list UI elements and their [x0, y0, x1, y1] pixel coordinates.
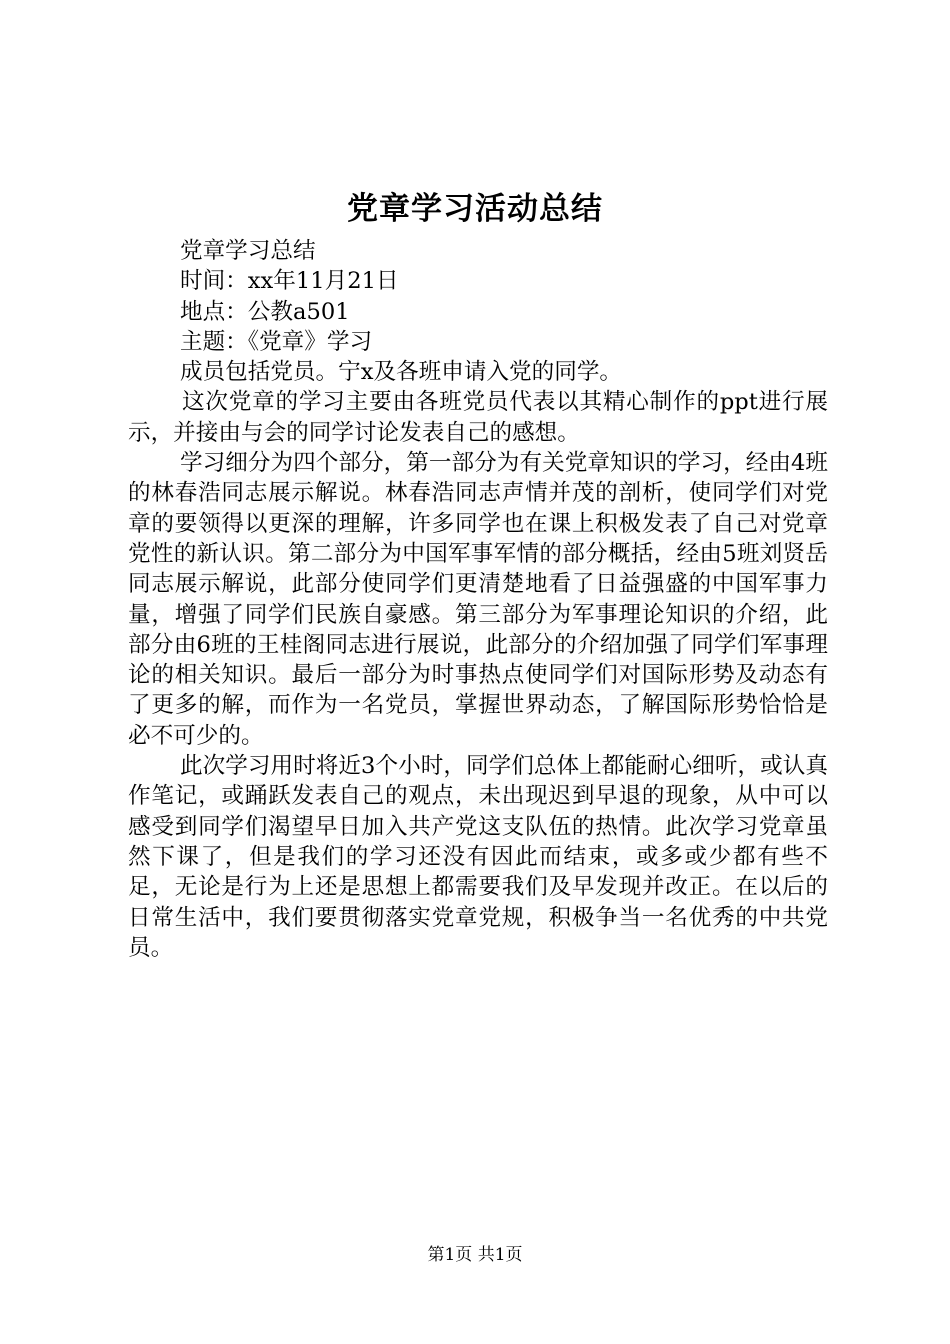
subtitle-line: 党章学习总结: [180, 238, 316, 264]
paragraph-conclusion: 此次学习用时将近3个小时，同学们总体上都能耐心细听，或认真作笔记，或踊跃发表自己的观点，未出现迟到早退的现象，从中可以感受到同学们渴望早日加入共产党这支队伍的热情。此次学习党章虽然下课了，但是我们的学习还没有因此而结束，或多或少都有些不足，无论是行为上还是思想上都需要我们及早发现并改正。在以后的日常生活中，我们要贯彻落实党章党规，积极争当一名优秀的中共党员。: [128, 753, 828, 961]
document-body: [128, 236, 828, 963]
document-title: 党章学习活动总结: [347, 191, 603, 227]
paragraph-sections: 学习细分为四个部分，第一部分为有关党章知识的学习，经由4班的林春浩同志展示解说。林春浩同志声情并茂的剖析，使同学们对党章的要领得以更深的理解，许多同学也在课上积极发表了自己对党章党性的新认识。第二部分为中国军事军情的部分概括，经由5班刘贤岳同志展示解说，此部分使同学们更清楚地看了日益强盛的中国军事力量，增强了同学们民族自豪感。第三部分为军事理论知识的介绍，此部分由6班的王桂阁同志进行展说，此部分的介绍加强了同学们军事理论的相关知识。最后一部分为时事热点使同学们对国际形势及动态有了更多的解，而作为一名党员，掌握世界动态，了解国际形势恰恰是必不可少的。: [128, 450, 828, 749]
members-line: 成员包括党员。宁x及各班申请入党的同学。: [180, 359, 623, 386]
time-line: 时间：xx年11月21日: [180, 268, 399, 295]
topic-line: 主题：《党章》学习: [180, 328, 373, 355]
paragraph-intro: 这次党章的学习主要由各班党员代表以其精心制作的ppt进行展示，并接由与会的同学讨论发表自己的感想。: [128, 389, 828, 446]
location-line: 地点：公教a501: [180, 298, 350, 325]
page-footer: 第1页 共1页: [427, 1245, 523, 1265]
